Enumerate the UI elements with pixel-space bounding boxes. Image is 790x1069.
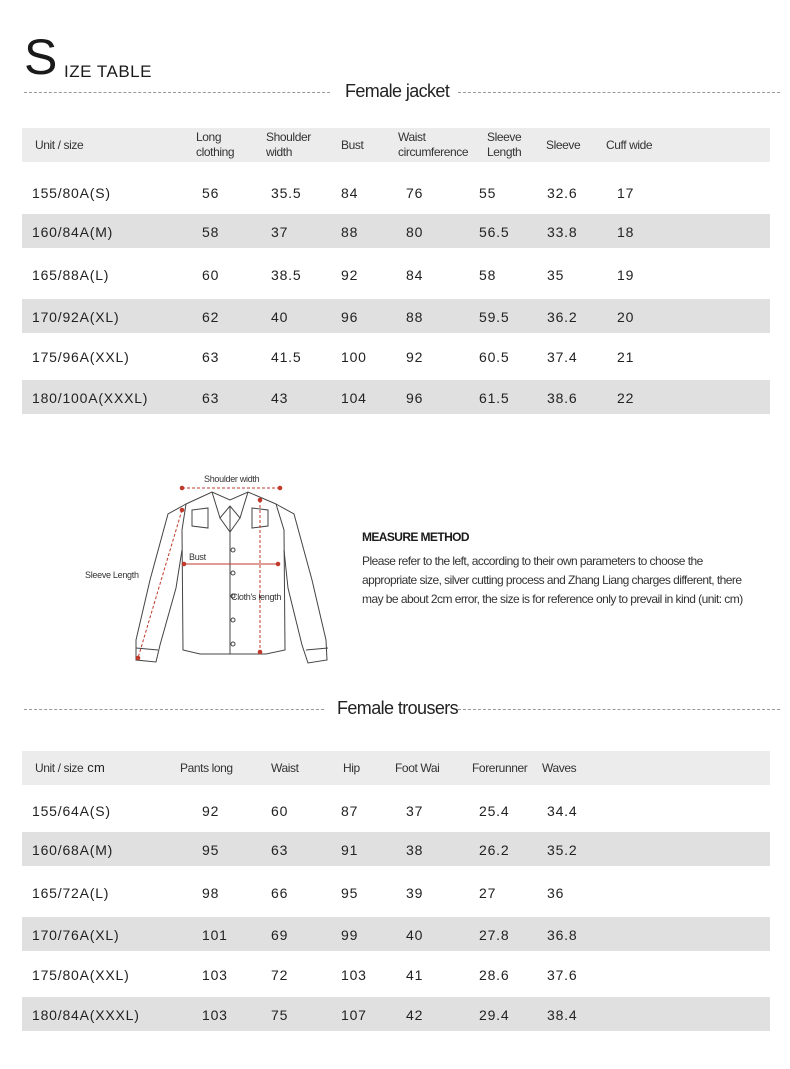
- value-cell: 96: [341, 309, 359, 325]
- table-row: [22, 339, 770, 373]
- value-cell: 96: [406, 390, 424, 406]
- value-cell: 33.8: [547, 224, 578, 240]
- value-cell: 27: [479, 885, 497, 901]
- value-cell: 40: [406, 927, 424, 943]
- column-header: [398, 130, 468, 160]
- value-cell: 37.4: [547, 349, 578, 365]
- value-cell: 101: [202, 927, 228, 943]
- value-cell: 66: [271, 885, 289, 901]
- value-cell: 59.5: [479, 309, 510, 325]
- column-header-line: clothing: [196, 145, 235, 159]
- value-cell: 103: [202, 1007, 228, 1023]
- column-header-line: Bust: [341, 138, 364, 152]
- size-cell: 180/84A(XXXL): [32, 1007, 140, 1023]
- value-cell: 92: [341, 267, 359, 283]
- jacket-section-header: [24, 81, 780, 105]
- value-cell: 37: [271, 224, 289, 240]
- value-cell: 103: [202, 967, 228, 983]
- value-cell: 34.4: [547, 803, 578, 819]
- column-header-line: Hip: [343, 761, 360, 775]
- column-header: [196, 130, 234, 160]
- value-cell: 22: [617, 390, 635, 406]
- shoulder-width-label: Shoulder width: [204, 474, 260, 484]
- value-cell: 41: [406, 967, 424, 983]
- column-header: [542, 761, 576, 776]
- value-cell: 76: [406, 185, 424, 201]
- value-cell: 20: [617, 309, 635, 325]
- value-cell: 92: [406, 349, 424, 365]
- column-header: [180, 761, 233, 776]
- value-cell: 63: [271, 842, 289, 858]
- value-cell: 36.2: [547, 309, 578, 325]
- table-row: [22, 875, 770, 909]
- trousers-section-label: Female trousers: [337, 698, 459, 718]
- divider-right: [458, 92, 780, 93]
- column-header: [472, 761, 527, 776]
- value-cell: 58: [479, 267, 497, 283]
- trousers-section-header: [24, 698, 780, 722]
- column-header-line: Waves: [542, 761, 577, 775]
- value-cell: 63: [202, 349, 220, 365]
- column-header-line: Foot Wai: [395, 761, 440, 775]
- value-cell: 56.5: [479, 224, 510, 240]
- value-cell: 36.8: [547, 927, 578, 943]
- value-cell: 35.5: [271, 185, 302, 201]
- column-header-line: Cuff wide: [606, 138, 653, 152]
- jacket-section-label: Female jacket: [345, 81, 450, 101]
- table-row: [22, 380, 770, 414]
- value-cell: 41.5: [271, 349, 302, 365]
- column-header-line: Waist: [398, 130, 426, 144]
- value-cell: 25.4: [479, 803, 510, 819]
- value-cell: 84: [406, 267, 424, 283]
- column-header-line: Waist: [271, 761, 299, 775]
- title-rest: IZE TABLE: [64, 62, 152, 81]
- value-cell: 21: [617, 349, 635, 365]
- value-cell: 84: [341, 185, 359, 201]
- value-cell: 28.6: [479, 967, 510, 983]
- cloths-length-label: Cloth's length: [231, 592, 282, 602]
- value-cell: 35.2: [547, 842, 578, 858]
- divider-left: [24, 92, 330, 93]
- table-row: [22, 257, 770, 291]
- value-cell: 91: [341, 842, 359, 858]
- value-cell: 38.5: [271, 267, 302, 283]
- measure-method-text: Please refer to the left, according to their own parameters to choose the appropriate size, silver cutting process and Zhang Liang charges different, there may be about 2cm error, the size is for reference only to prevail in kind (unit: cm): [362, 554, 743, 606]
- value-cell: 95: [341, 885, 359, 901]
- value-cell: 38.6: [547, 390, 578, 406]
- column-header-line: Forerunner: [472, 761, 528, 775]
- value-cell: 88: [341, 224, 359, 240]
- value-cell: 37.6: [547, 967, 578, 983]
- size-cell: 165/72A(L): [32, 885, 110, 901]
- table-row: [22, 917, 770, 951]
- column-header: [546, 138, 580, 153]
- value-cell: 62: [202, 309, 220, 325]
- value-cell: 104: [341, 390, 367, 406]
- value-cell: 42: [406, 1007, 424, 1023]
- size-cell: 160/84A(M): [32, 224, 114, 240]
- table-row: [22, 299, 770, 333]
- value-cell: 100: [341, 349, 367, 365]
- table-row: [22, 793, 770, 827]
- value-cell: 38: [406, 842, 424, 858]
- value-cell: 55: [479, 185, 497, 201]
- value-cell: 72: [271, 967, 289, 983]
- value-cell: 60: [271, 803, 289, 819]
- value-cell: 103: [341, 967, 367, 983]
- value-cell: 92: [202, 803, 220, 819]
- table-row: [22, 214, 770, 248]
- unit-suffix: cm: [83, 760, 106, 775]
- unit-size-text: Unit / size: [35, 761, 84, 775]
- column-header-line: circumference: [398, 145, 469, 159]
- value-cell: 60.5: [479, 349, 510, 365]
- jacket-measurement-diagram: [80, 470, 340, 670]
- value-cell: 80: [406, 224, 424, 240]
- value-cell: 37: [406, 803, 424, 819]
- value-cell: 39: [406, 885, 424, 901]
- table-row: [22, 832, 770, 866]
- value-cell: 35: [547, 267, 565, 283]
- value-cell: 17: [617, 185, 635, 201]
- table-header-row: [22, 128, 770, 162]
- value-cell: 36: [547, 885, 565, 901]
- column-header-line: Sleeve: [546, 138, 581, 152]
- unit-size-text: Unit / size: [35, 138, 84, 152]
- column-header: [487, 130, 521, 160]
- column-header-line: Pants long: [180, 761, 233, 775]
- value-cell: 26.2: [479, 842, 510, 858]
- value-cell: 38.4: [547, 1007, 578, 1023]
- value-cell: 56: [202, 185, 220, 201]
- value-cell: 61.5: [479, 390, 510, 406]
- value-cell: 63: [202, 390, 220, 406]
- column-header: [341, 138, 363, 153]
- size-cell: 175/96A(XXL): [32, 349, 130, 365]
- table-row: [22, 957, 770, 991]
- column-header-line: Length: [487, 145, 522, 159]
- sleeve-length-label: Sleeve Length: [85, 570, 139, 580]
- table-row: [22, 997, 770, 1031]
- table-row: [22, 175, 770, 209]
- title-initial: S: [24, 29, 58, 85]
- size-cell: 155/80A(S): [32, 185, 111, 201]
- value-cell: 107: [341, 1007, 367, 1023]
- value-cell: 19: [617, 267, 635, 283]
- unit-size-header: [35, 759, 105, 776]
- column-header-line: width: [266, 145, 293, 159]
- divider-left: [24, 709, 324, 710]
- column-header: [395, 761, 439, 776]
- value-cell: 87: [341, 803, 359, 819]
- column-header: [266, 130, 311, 160]
- column-header: [606, 138, 652, 153]
- value-cell: 60: [202, 267, 220, 283]
- value-cell: 98: [202, 885, 220, 901]
- size-cell: 155/64A(S): [32, 803, 111, 819]
- value-cell: 99: [341, 927, 359, 943]
- value-cell: 43: [271, 390, 289, 406]
- column-header: [271, 761, 299, 776]
- value-cell: 95: [202, 842, 220, 858]
- measure-method-title: MEASURE METHOD: [362, 530, 469, 544]
- value-cell: 88: [406, 309, 424, 325]
- value-cell: 40: [271, 309, 289, 325]
- column-header-line: Shoulder: [266, 130, 311, 144]
- value-cell: 18: [617, 224, 635, 240]
- column-header-line: Long: [196, 130, 222, 144]
- size-cell: 165/88A(L): [32, 267, 110, 283]
- table-header-row: [22, 751, 770, 785]
- size-cell: 170/92A(XL): [32, 309, 120, 325]
- value-cell: 69: [271, 927, 289, 943]
- size-cell: 170/76A(XL): [32, 927, 120, 943]
- value-cell: 27.8: [479, 927, 510, 943]
- size-cell: 175/80A(XXL): [32, 967, 130, 983]
- column-header: [343, 761, 360, 776]
- value-cell: 32.6: [547, 185, 578, 201]
- value-cell: 58: [202, 224, 220, 240]
- bust-label: Bust: [189, 552, 206, 562]
- value-cell: 29.4: [479, 1007, 510, 1023]
- value-cell: 75: [271, 1007, 289, 1023]
- size-cell: 160/68A(M): [32, 842, 114, 858]
- divider-right: [458, 709, 780, 710]
- size-cell: 180/100A(XXXL): [32, 390, 149, 406]
- unit-size-header: [35, 136, 83, 153]
- column-header-line: Sleeve: [487, 130, 522, 144]
